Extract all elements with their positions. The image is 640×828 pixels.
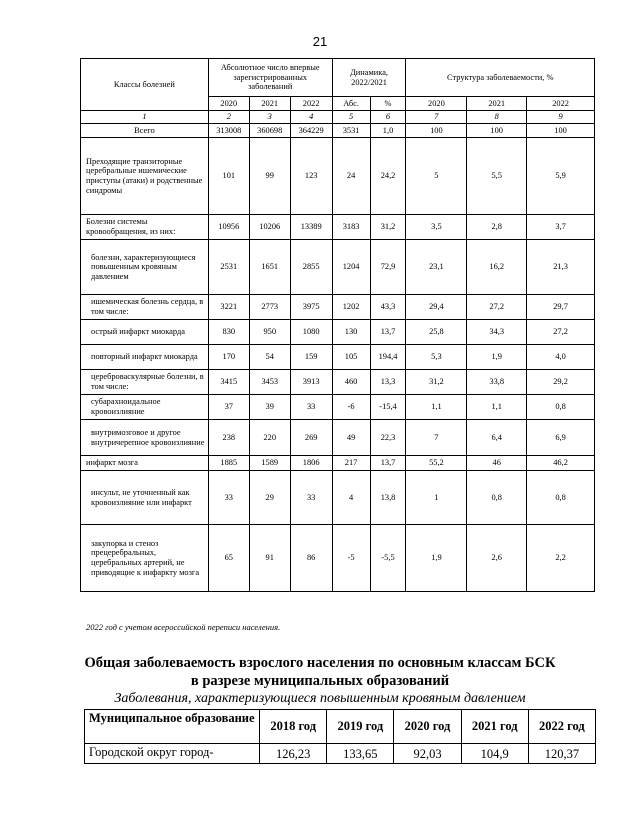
table-cell: 54 xyxy=(249,345,290,370)
table-cell: 29,2 xyxy=(527,370,595,395)
table-cell: 29,7 xyxy=(527,295,595,320)
table-cell: 92,03 xyxy=(394,744,461,764)
header-dynamics-group: Динамика, 2022/2021 xyxy=(332,59,406,97)
table-cell: 2,8 xyxy=(467,215,527,240)
header-year: 2018 год xyxy=(260,710,327,744)
table-row xyxy=(81,525,595,592)
table-cell: 220 xyxy=(249,420,290,456)
row-label: Всего xyxy=(81,124,209,138)
table-cell: 1202 xyxy=(332,295,370,320)
table-cell: 22,3 xyxy=(370,420,406,456)
header-year: 2020 xyxy=(208,97,249,111)
table-cell: 104,9 xyxy=(461,744,528,764)
table-cell: 3183 xyxy=(332,215,370,240)
table-cell: 2,2 xyxy=(527,525,595,592)
section-title-line2: в разрезе муниципальных образований xyxy=(190,673,450,689)
table-cell: 313008 xyxy=(208,124,249,138)
index-cell: 3 xyxy=(249,111,290,124)
table-cell: 91 xyxy=(249,525,290,592)
table-cell: 37 xyxy=(208,395,249,420)
table-cell: -15,4 xyxy=(370,395,406,420)
table-row xyxy=(81,215,595,240)
table-cell: 360698 xyxy=(249,124,290,138)
row-label: субарахноидальное кровоизлияние xyxy=(81,395,209,420)
section-subtitle: Заболевания, характеризующиеся повышенным кровяным давлением xyxy=(114,691,526,706)
table-cell: 46,2 xyxy=(527,456,595,471)
row-label: острый инфаркт миокарда xyxy=(81,320,209,345)
table-cell: 950 xyxy=(249,320,290,345)
row-label: Болезни системы кровообращения, из них: xyxy=(81,215,209,240)
table-row xyxy=(81,345,595,370)
table-cell: 33 xyxy=(290,471,332,525)
table-cell: 101 xyxy=(208,138,249,215)
table-row xyxy=(81,370,595,395)
page-number: 21 xyxy=(312,34,328,49)
row-label: цереброваскулярные болезни, в том числе: xyxy=(81,370,209,395)
table-cell: 3415 xyxy=(208,370,249,395)
table-cell: 86 xyxy=(290,525,332,592)
table-cell: 100 xyxy=(406,124,467,138)
table-cell: 6,4 xyxy=(467,420,527,456)
table-cell: 43,3 xyxy=(370,295,406,320)
table-cell: 1,9 xyxy=(467,345,527,370)
table-row xyxy=(85,744,596,764)
header-year: 2021 год xyxy=(461,710,528,744)
header-structure-group: Структура заболеваемости, % xyxy=(406,59,595,97)
table-row xyxy=(81,395,595,420)
table-cell: 1806 xyxy=(290,456,332,471)
table-cell: 33,8 xyxy=(467,370,527,395)
table-cell: 55,2 xyxy=(406,456,467,471)
row-label: повторный инфаркт миокарда xyxy=(81,345,209,370)
table-cell: 29 xyxy=(249,471,290,525)
header-year: 2021 xyxy=(467,97,527,111)
table-cell: 3975 xyxy=(290,295,332,320)
row-label: инфаркт мозга xyxy=(81,456,209,471)
table-cell: 25,8 xyxy=(406,320,467,345)
table-cell: 16,2 xyxy=(467,240,527,295)
table-cell: 24 xyxy=(332,138,370,215)
table-cell: 13,7 xyxy=(370,320,406,345)
table-cell: 13,8 xyxy=(370,471,406,525)
header-year: 2022 xyxy=(527,97,595,111)
table-cell: 3,7 xyxy=(527,215,595,240)
table-cell: 31,2 xyxy=(370,215,406,240)
table-cell: 23,1 xyxy=(406,240,467,295)
section-title: Общая заболеваемость взрослого населения по основным классам БСК xyxy=(84,655,556,671)
table-row xyxy=(81,295,595,320)
table-cell: 2531 xyxy=(208,240,249,295)
table-cell: 1,1 xyxy=(406,395,467,420)
row-label: внутримозговое и другое внутричерепное кровоизлияние xyxy=(81,420,209,456)
table-cell: 123 xyxy=(290,138,332,215)
table-cell: 130 xyxy=(332,320,370,345)
row-label: инсульт, не уточненный как кровоизлияние или инфаркт xyxy=(81,471,209,525)
table-cell: 159 xyxy=(290,345,332,370)
table-cell: 99 xyxy=(249,138,290,215)
table-cell: 39 xyxy=(249,395,290,420)
table-cell: 0,8 xyxy=(467,471,527,525)
municipal-table xyxy=(84,709,596,764)
footnote: 2022 год с учетом всероссийской переписи населения. xyxy=(86,622,281,632)
table-cell: -6 xyxy=(332,395,370,420)
table-cell: 34,3 xyxy=(467,320,527,345)
table-cell: 24,2 xyxy=(370,138,406,215)
table-cell: 10956 xyxy=(208,215,249,240)
index-cell: 4 xyxy=(290,111,332,124)
table-cell: 3453 xyxy=(249,370,290,395)
index-cell: 7 xyxy=(406,111,467,124)
table-cell: 100 xyxy=(467,124,527,138)
row-label: закупорка и стеноз прецеребральных, церебральных артерий, не приводящие к инфаркту мозга xyxy=(81,525,209,592)
table-cell: 3,5 xyxy=(406,215,467,240)
header-year: 2019 год xyxy=(327,710,394,744)
table-cell: 3913 xyxy=(290,370,332,395)
table-cell: 4 xyxy=(332,471,370,525)
table-cell: 33 xyxy=(290,395,332,420)
table-cell: 5 xyxy=(406,138,467,215)
disease-structure-table xyxy=(80,58,595,592)
table-cell: 27,2 xyxy=(467,295,527,320)
table-cell: 105 xyxy=(332,345,370,370)
table-cell: 1 xyxy=(406,471,467,525)
header-year: 2020 xyxy=(406,97,467,111)
table-cell: 5,5 xyxy=(467,138,527,215)
table-cell: 21,3 xyxy=(527,240,595,295)
table-cell: 13,7 xyxy=(370,456,406,471)
table-cell: 10206 xyxy=(249,215,290,240)
table-cell: 5,3 xyxy=(406,345,467,370)
table-cell: 2,6 xyxy=(467,525,527,592)
table-cell: 364229 xyxy=(290,124,332,138)
row-label: болезни, характеризующиеся повышенным кровяным давлением xyxy=(81,240,209,295)
table-cell: 27,2 xyxy=(527,320,595,345)
table-cell: 133,65 xyxy=(327,744,394,764)
table-cell: 1,1 xyxy=(467,395,527,420)
table-row xyxy=(81,320,595,345)
table-cell: 1651 xyxy=(249,240,290,295)
header-dyn-abs: Абс. xyxy=(332,97,370,111)
table-cell: 7 xyxy=(406,420,467,456)
table-cell: 65 xyxy=(208,525,249,592)
table-cell: 170 xyxy=(208,345,249,370)
table-row xyxy=(81,240,595,295)
table-row xyxy=(81,456,595,471)
table-cell: 2773 xyxy=(249,295,290,320)
table-cell: 120,37 xyxy=(528,744,595,764)
table-cell: 31,2 xyxy=(406,370,467,395)
table-cell: 46 xyxy=(467,456,527,471)
table-cell: 3221 xyxy=(208,295,249,320)
table-cell: 126,23 xyxy=(260,744,327,764)
table-cell: 6,9 xyxy=(527,420,595,456)
table-cell: 1,0 xyxy=(370,124,406,138)
table-cell: 72,9 xyxy=(370,240,406,295)
table-cell: 1,9 xyxy=(406,525,467,592)
header-year: 2021 xyxy=(249,97,290,111)
table-row xyxy=(81,124,595,138)
column-index-row xyxy=(81,111,595,124)
table-cell: -5 xyxy=(332,525,370,592)
header-year: 2022 xyxy=(290,97,332,111)
table-cell: 269 xyxy=(290,420,332,456)
table-cell: 3531 xyxy=(332,124,370,138)
table-cell: 13389 xyxy=(290,215,332,240)
table-cell: 1589 xyxy=(249,456,290,471)
header-year: 2022 год xyxy=(528,710,595,744)
table-cell: 830 xyxy=(208,320,249,345)
header-absolute-group: Абсолютное число впервые зарегистрированных заболеваний xyxy=(208,59,332,97)
table-cell: 194,4 xyxy=(370,345,406,370)
header-dyn-pct: % xyxy=(370,97,406,111)
table-cell: 49 xyxy=(332,420,370,456)
index-cell: 8 xyxy=(467,111,527,124)
table-cell: 460 xyxy=(332,370,370,395)
table-cell: 217 xyxy=(332,456,370,471)
table-cell: 100 xyxy=(527,124,595,138)
header-disease-classes: Классы болезней xyxy=(81,59,209,111)
index-cell: 6 xyxy=(370,111,406,124)
table-cell: 0,8 xyxy=(527,395,595,420)
index-cell: 2 xyxy=(208,111,249,124)
index-cell: 1 xyxy=(81,111,209,124)
table-cell: 1885 xyxy=(208,456,249,471)
table-cell: 0,8 xyxy=(527,471,595,525)
table-row xyxy=(81,420,595,456)
row-label: Преходящие транзиторные церебральные ишемические приступы (атаки) и родственные синдромы xyxy=(81,138,209,215)
table-cell: 1080 xyxy=(290,320,332,345)
table-cell: 29,4 xyxy=(406,295,467,320)
table-row xyxy=(81,138,595,215)
table-cell: 13,3 xyxy=(370,370,406,395)
index-cell: 9 xyxy=(527,111,595,124)
header-municipality: Муниципальное образование xyxy=(85,710,260,744)
table-cell: 4,0 xyxy=(527,345,595,370)
table-row xyxy=(81,471,595,525)
table-cell: 33 xyxy=(208,471,249,525)
row-label: Городской округ город- xyxy=(85,744,260,764)
header-year: 2020 год xyxy=(394,710,461,744)
table-cell: -5,5 xyxy=(370,525,406,592)
table-cell: 238 xyxy=(208,420,249,456)
table-cell: 2855 xyxy=(290,240,332,295)
index-cell: 5 xyxy=(332,111,370,124)
row-label: ишемическая болезнь сердца, в том числе: xyxy=(81,295,209,320)
table-cell: 1204 xyxy=(332,240,370,295)
table-cell: 5,9 xyxy=(527,138,595,215)
